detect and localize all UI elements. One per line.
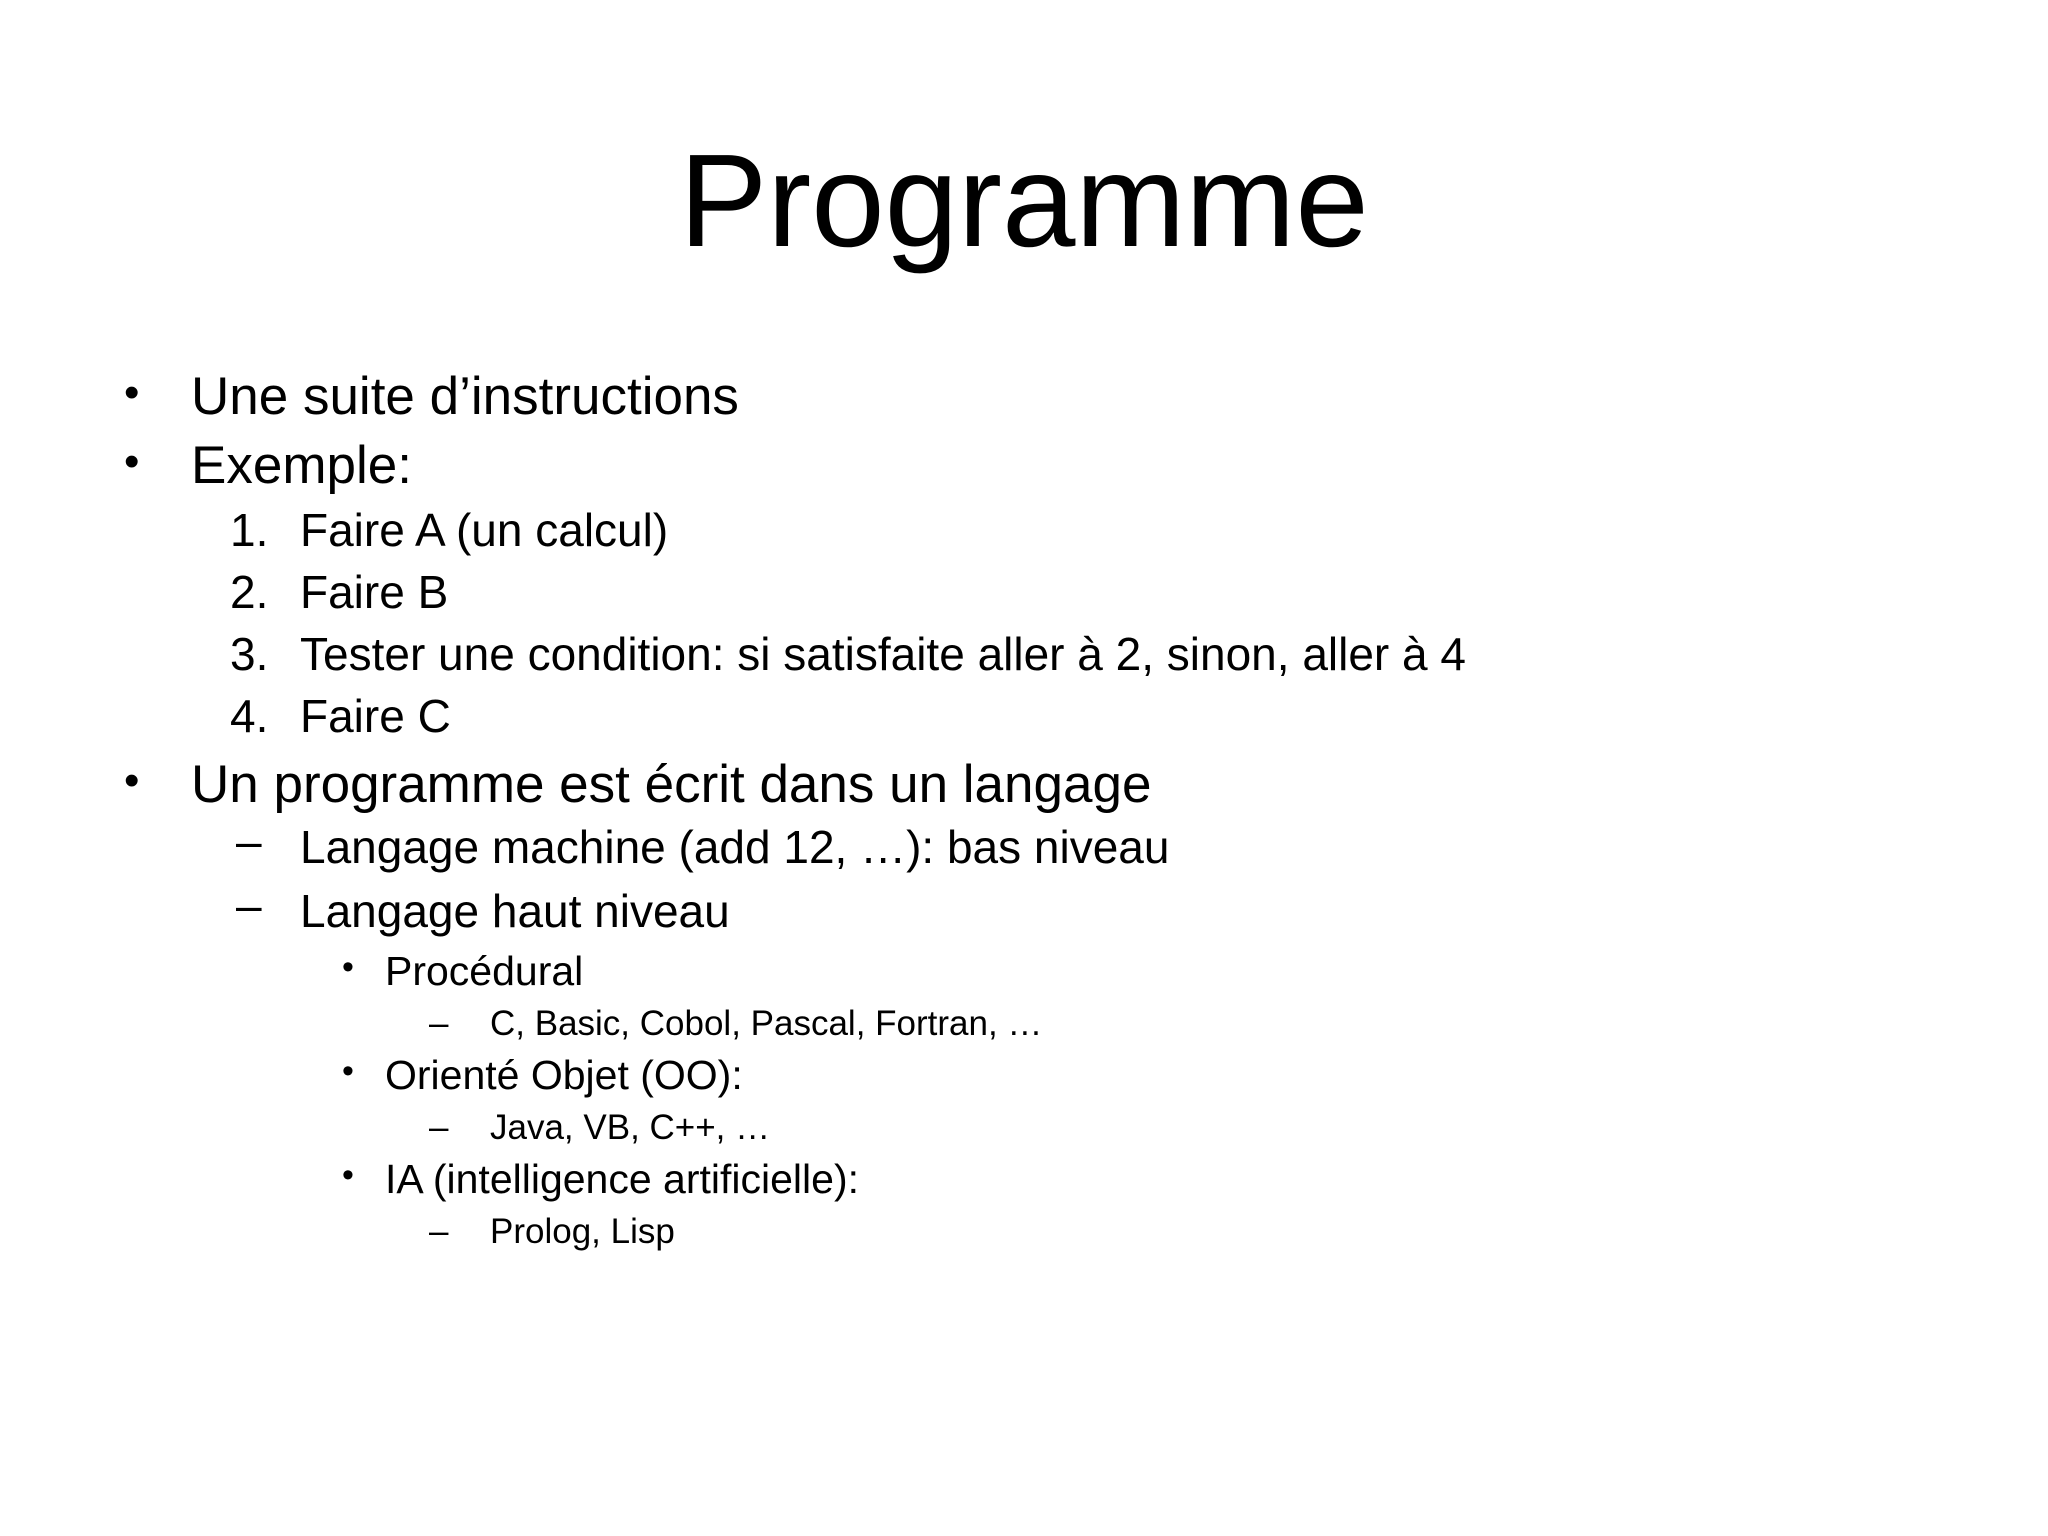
bullet-marker: • (124, 756, 140, 805)
item-text: Tester une condition: si satisfaite aller à 2, sinon, aller à 4 (300, 628, 1466, 680)
item-number: 4. (230, 690, 269, 742)
bullet-marker: • (124, 368, 140, 417)
item-text: Java, VB, C++, … (490, 1108, 771, 1147)
bullet-marker: • (342, 948, 354, 986)
item-number: 2. (230, 566, 269, 618)
bullet-marker: • (124, 437, 140, 486)
item-text: Prolog, Lisp (490, 1212, 675, 1251)
item-text: C, Basic, Cobol, Pascal, Fortran, … (490, 1004, 1043, 1043)
bullet-marker: • (342, 1156, 354, 1194)
bullet-text: Exemple: (191, 436, 412, 495)
dash-marker: – (429, 1212, 449, 1251)
bullet-text: Procédural (385, 948, 584, 994)
item-text: Langage machine (add 12, …): bas niveau (300, 821, 1170, 873)
bullet-text: Une suite d’instructions (191, 367, 739, 426)
bullet-text: IA (intelligence artificielle): (385, 1156, 859, 1202)
slide-title: Programme (679, 127, 1369, 274)
bullet-text: Un programme est écrit dans un langage (191, 755, 1152, 814)
dash-marker: – (429, 1108, 449, 1147)
dash-marker: – (236, 815, 262, 867)
item-number: 3. (230, 628, 269, 680)
dash-marker: – (429, 1004, 449, 1043)
item-text: Faire C (300, 690, 451, 742)
bullet-text: Orienté Objet (OO): (385, 1052, 743, 1098)
item-text: Faire B (300, 566, 449, 618)
item-text: Faire A (un calcul) (300, 504, 669, 556)
item-text: Langage haut niveau (300, 885, 730, 937)
item-number: 1. (230, 504, 269, 556)
bullet-marker: • (342, 1052, 354, 1090)
dash-marker: – (236, 879, 262, 931)
